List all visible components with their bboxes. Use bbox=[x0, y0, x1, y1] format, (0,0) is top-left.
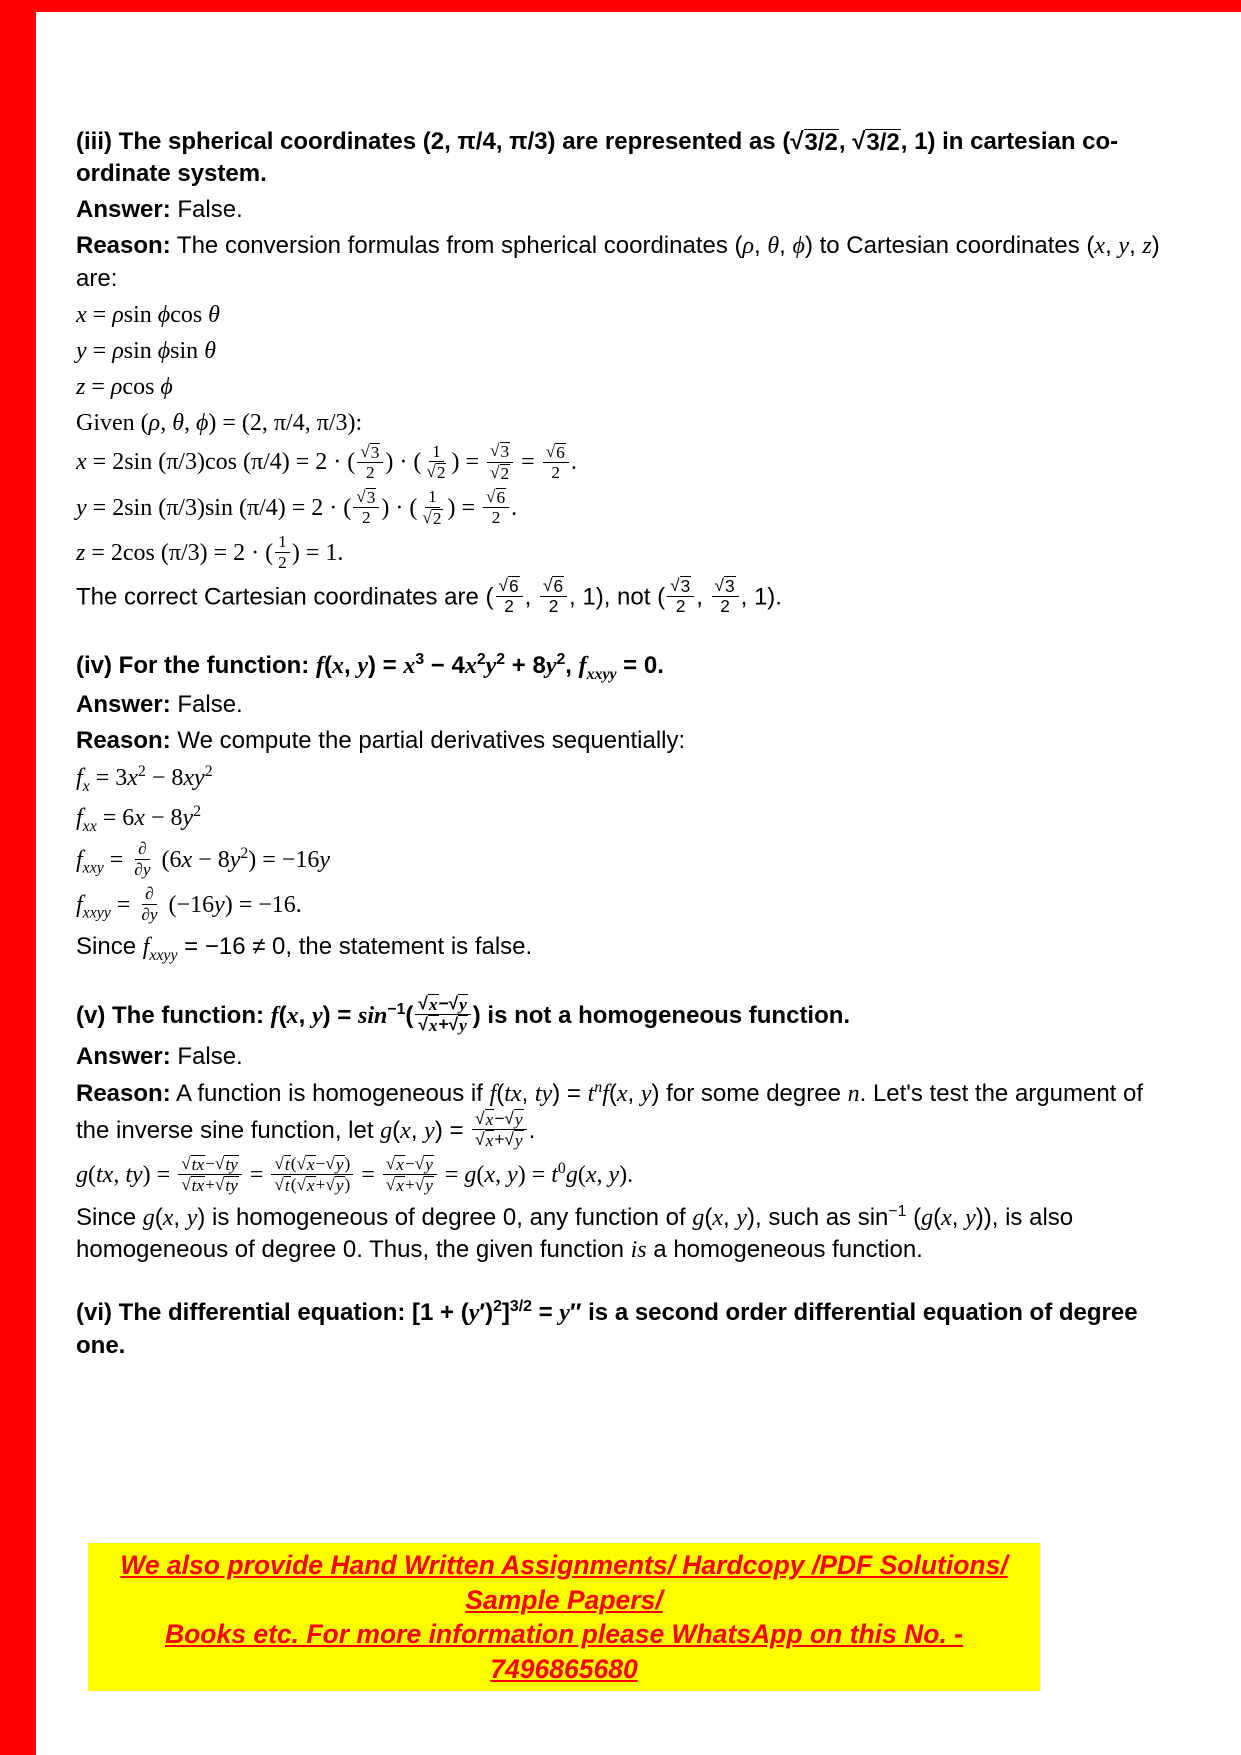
text-line: Answer: False. bbox=[76, 691, 243, 719]
sqrt-expression: √ 3 bbox=[670, 575, 691, 597]
equation-line: $f_{xxyy}$ = $\frac{\partial}{\partial y}$ (−16y) = −16. bbox=[76, 884, 302, 925]
sqrt-expression: √ x bbox=[475, 1107, 494, 1129]
promo-line-2: Books etc. For more information please WhatsApp on this No. - 7496865680 bbox=[164, 1619, 963, 1684]
text-line: Since $f_{xxyy} = -16 \ne 0$, the statement is false. bbox=[76, 932, 533, 964]
section-vi bbox=[76, 1296, 1180, 1361]
sqrt-expression: √ y bbox=[504, 1128, 523, 1150]
sqrt-expression: √ 3 bbox=[360, 441, 380, 462]
sqrt-expression: √ y bbox=[448, 992, 467, 1014]
statement-heading: (v) The function: f(x, $y) = \sin^{-1}$( √ x − √ y √ x + √ y ) is not a homogeneous function. bbox=[76, 992, 851, 1036]
equation-line: $f_x = 3x^2 - 8xy^2$ bbox=[76, 763, 213, 796]
sqrt-expression: √ 2 bbox=[490, 462, 510, 483]
text-line: Reason: We compute the partial derivatives sequentially: bbox=[76, 727, 686, 755]
equation-line: Given (ρ, θ, ϕ) = (2, π/4, π/3): bbox=[76, 410, 363, 437]
promo-line-1: We also provide Hand Written Assignments/ Hardcopy /PDF Solutions/ Sample Papers/ bbox=[120, 1550, 1008, 1615]
sqrt-expression: √ t bbox=[274, 1153, 290, 1174]
equation-line: y = 2sin (π/3)sin (π/4) = 2 · ( √ 3 2 ) · ( 1 √ 2 ) = √ 6 2 . bbox=[76, 486, 518, 528]
sqrt-expression: √ tx bbox=[181, 1153, 205, 1174]
equation-line: z = ρcos ϕ bbox=[76, 374, 173, 401]
sqrt-expression: √ y bbox=[414, 1153, 433, 1174]
statement-heading: (iii) The spherical coordinates (2, π/4, π/3) are represented as ( √ 3/2 , √ 3/2 , 1) in cartesian co-ordinate system. bbox=[76, 128, 1119, 188]
text-line: Answer: False. bbox=[76, 1043, 243, 1071]
sqrt-expression: √ x bbox=[418, 1014, 438, 1036]
sqrt-expression: √ 6 bbox=[498, 575, 519, 597]
sqrt-expression: √ x bbox=[475, 1128, 494, 1150]
sqrt-expression: √ 3/2 bbox=[790, 128, 838, 156]
equation-line: z = 2cos (π/3) = 2 · ( $\frac{1}{2}$ ) = 1. bbox=[76, 531, 344, 572]
red-top-border bbox=[0, 0, 1241, 12]
equation-line: $f_{xx} = 6x - 8y^2$ bbox=[76, 803, 202, 836]
section-iii bbox=[76, 126, 1180, 619]
section-iv bbox=[76, 649, 1180, 966]
equation-line: y = ρsin ϕsin θ bbox=[76, 337, 216, 364]
sqrt-expression: √ y bbox=[414, 1174, 433, 1195]
sqrt-expression: √ x bbox=[385, 1153, 404, 1174]
equation-line: g(tx, ty) = √ tx − √ ty √ tx + √ ty = √ t ( √ x − √ y ) √ t ( √ x + √ y ) = √ x − √ y √ x + √ y = g(x, $y) = t^0g(x$, y). bbox=[76, 1153, 634, 1195]
promo-banner bbox=[88, 1543, 1040, 1691]
equation-line: $f_{xxy}$ = $\frac{\partial}{\partial y}$ $(6x - 8y^2) = -16y$ bbox=[76, 839, 331, 880]
equation-line: x = ρsin ϕcos θ bbox=[76, 301, 220, 328]
sqrt-expression: √ x bbox=[296, 1153, 315, 1174]
text-line: Answer: False. bbox=[76, 196, 243, 224]
equation-line: x = 2sin (π/3)cos (π/4) = 2 · ( √ 3 2 ) · ( 1 √ 2 ) = √ 3 √ 2 = √ 6 2 . bbox=[76, 441, 577, 483]
sqrt-expression: √ 3 bbox=[490, 441, 510, 462]
section-v bbox=[76, 992, 1180, 1266]
sqrt-expression: √ ty bbox=[214, 1174, 238, 1195]
red-left-border bbox=[0, 0, 36, 1755]
sqrt-expression: √ y bbox=[448, 1014, 467, 1036]
sqrt-expression: √ y bbox=[504, 1107, 523, 1129]
sqrt-expression: √ 2 bbox=[426, 462, 446, 483]
sqrt-expression: √ t bbox=[274, 1174, 290, 1195]
statement-heading: (iv) For the function: f(x, $y) = x^3 - 4x^2y^2 + 8y^2$, $f_{xxyy} = 0$. bbox=[76, 651, 664, 683]
sqrt-expression: √ 6 bbox=[545, 441, 565, 462]
text-line: Since g(x, y) is homogeneous of degree 0, any function of g(x, y), such as $\sin^{-1} (g(x$, y)), is also homogeneous of degree 0. Thus, the given function is a homogeneous function. bbox=[76, 1203, 1074, 1264]
sqrt-expression: √ x bbox=[385, 1174, 404, 1195]
document-content bbox=[76, 122, 1180, 1392]
sqrt-expression: √ 2 bbox=[422, 507, 442, 528]
sqrt-expression: √ ty bbox=[214, 1153, 238, 1174]
sqrt-expression: √ 3 bbox=[714, 575, 735, 597]
text-line: Reason: A function is homogeneous if f(tx, $ty) = t^nf(x$, y) for some degree n. Let's test the argument of the inverse sine function, let g(x, y) = √ x − √ y √ x + √ y . bbox=[76, 1079, 1144, 1150]
sqrt-expression: √ y bbox=[325, 1153, 344, 1174]
sqrt-expression: √ 3 bbox=[356, 486, 376, 507]
sqrt-expression: √ x bbox=[418, 992, 438, 1014]
text-line: The correct Cartesian coordinates are ( √ 6 2 , √ 6 2 , 1), not ( √ 3 2 , √ 3 2 , 1). bbox=[76, 575, 782, 617]
sqrt-expression: √ x bbox=[296, 1174, 315, 1195]
sqrt-expression: √ 6 bbox=[486, 486, 506, 507]
sqrt-expression: √ tx bbox=[181, 1174, 205, 1195]
sqrt-expression: √ y bbox=[325, 1174, 344, 1195]
sqrt-expression: √ 3/2 bbox=[852, 128, 900, 156]
sqrt-expression: √ 6 bbox=[542, 575, 564, 597]
statement-heading: (vi) The differential equation: $[1 + (y')^2]^{3/2} = y''$ is a second order differential equation of degree one. bbox=[76, 1298, 1138, 1359]
text-line: Reason: The conversion formulas from spherical coordinates (ρ, θ, ϕ) to Cartesian coordinates (x, y, z) are: bbox=[76, 232, 1160, 292]
